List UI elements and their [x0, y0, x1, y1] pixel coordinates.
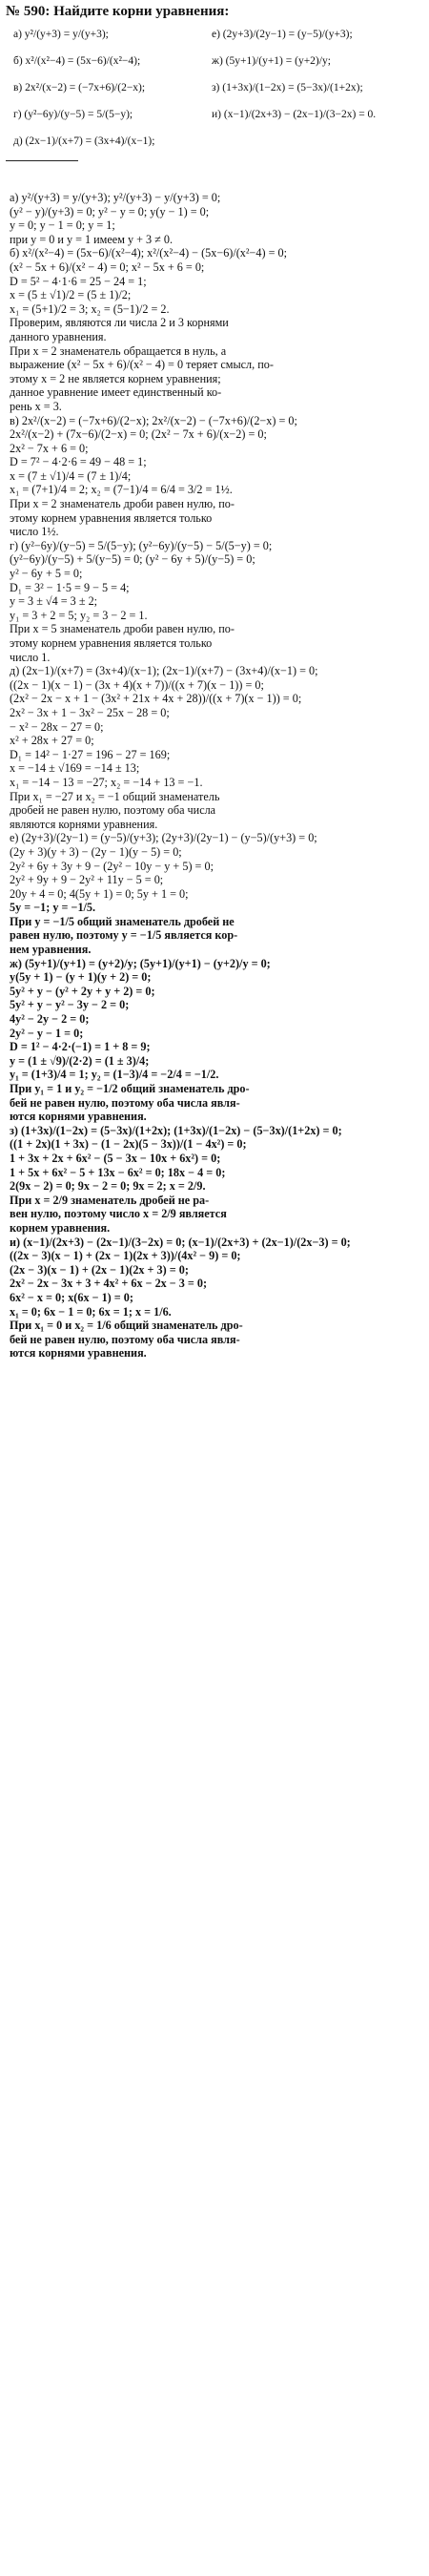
condition-d: д) (2x−1)/(x+7) = (3x+4)/(x−1);: [13, 135, 155, 147]
solution-line: ются корнями уравнения.: [10, 1346, 147, 1361]
solution-line: 2x² − 2x − 3x + 3 + 4x² + 6x − 2x − 3 = 0;: [10, 1277, 208, 1291]
solution-line: 2x² − 3x + 1 − 3x² − 25x − 28 = 0;: [10, 705, 170, 719]
condition-b: б) x²/(x²−4) = (5x−6)/(x²−4);: [13, 55, 141, 67]
solution-line: При x₁ = −27 и x₂ = −1 общий знаменатель: [10, 789, 220, 803]
solution-line: е) (2y+3)/(2y−1) = (y−5)/(y+3); (2y+3)/(2y−1) − (y−5)/(y+3) = 0;: [10, 831, 317, 845]
solution-line: Проверим, являются ли числа 2 и 3 корнями: [10, 316, 229, 330]
solution-line: 2y² − y − 1 = 0;: [10, 1026, 84, 1040]
solution-line: y = 0; y − 1 = 0; y = 1;: [10, 218, 115, 233]
solution-line: y(5y + 1) − (y + 1)(y + 2) = 0;: [10, 970, 152, 985]
solution-line: (y²−6y)/(y−5) + 5/(y−5) = 0; (y² − 6y + 5)/(y−5) = 0;: [10, 552, 255, 567]
solution-line: число 1½.: [10, 525, 59, 539]
solution-line: этому корнем уравнения является только: [10, 510, 213, 525]
solution-line: y = (1 ± √9)/(2·2) = (1 ± 3)/4;: [10, 1053, 150, 1068]
solution-line: 5y² + y − y² − 3y − 2 = 0;: [10, 998, 130, 1012]
solution-line: 1 + 3x + 2x + 6x² − (5 − 3x − 10x + 6x²) = 0;: [10, 1151, 221, 1165]
condition-g: г) (y²−6y)/(y−5) = 5/(5−y);: [13, 109, 133, 120]
solution-line: г) (y²−6y)/(y−5) = 5/(5−y); (y²−6y)/(y−5) − 5/(5−y) = 0;: [10, 538, 273, 552]
solution-line: D₁ = 3² − 1·5 = 9 − 5 = 4;: [10, 580, 130, 594]
solution-line: данного уравнения.: [10, 329, 107, 343]
solution-line: При y = −1/5 общий знаменатель дробей не: [10, 914, 235, 928]
condition-a: а) y²/(y+3) = y/(y+3);: [13, 29, 109, 40]
solution-line: 1 + 5x + 6x² − 5 + 13x − 6x² = 0; 18x − 4 = 0;: [10, 1165, 226, 1179]
solution-line: x = (5 ± √1)/2 = (5 ± 1)/2;: [10, 288, 132, 302]
solution-line: (x² − 5x + 6)/(x² − 4) = 0; x² − 5x + 6 = 0;: [10, 260, 205, 274]
solution-line: D = 1² − 4·2·(−1) = 1 + 8 = 9;: [10, 1040, 151, 1054]
solution-line: ((2x − 1)(x − 1) − (3x + 4)(x + 7))/((x + 7)(x − 1)) = 0;: [10, 677, 264, 692]
solution-line: 2(9x − 2) = 0; 9x − 2 = 0; 9x = 2; x = 2/9.: [10, 1179, 206, 1194]
solution-line: 6x² − x = 0; x(6x − 1) = 0;: [10, 1290, 133, 1304]
solution-line: (2x² − 2x − x + 1 − (3x² + 21x + 4x + 28))/((x + 7)(x − 1)) = 0;: [10, 692, 302, 706]
solution-line: бей не равен нулю, поэтому оба числа явля-: [10, 1332, 240, 1346]
solution-line: x = (7 ± √1)/4 = (7 ± 1)/4;: [10, 468, 132, 483]
solution-line: вен нулю, поэтому число x = 2/9 является: [10, 1207, 227, 1221]
solution-line: (y² − y)/(y+3) = 0; y² − y = 0; y(y − 1) = 0;: [10, 204, 210, 218]
solution-line: дробей не равен нулю, поэтому оба числа: [10, 803, 216, 818]
solution-line: D₁ = 14² − 1·27 = 196 − 27 = 169;: [10, 747, 171, 761]
solution-line: 20y + 4 = 0; 4(5y + 1) = 0; 5y + 1 = 0;: [10, 886, 189, 901]
solution-line: з) (1+3x)/(1−2x) = (5−3x)/(1+2x); (1+3x)/(1−2x) − (5−3x)/(1+2x) = 0;: [10, 1123, 342, 1137]
solution-line: При x₁ = 0 и x₂ = 1/6 общий знаменатель дро-: [10, 1319, 243, 1333]
solution-line: y = 3 ± √4 = 3 ± 2;: [10, 594, 98, 609]
condition-zh: ж) (5y+1)/(y+1) = (y+2)/y;: [212, 55, 331, 67]
solution-body: [10, 191, 421, 1361]
solution-line: число 1.: [10, 650, 51, 664]
exercise-header: № 590: Найдите корни уравнения:: [6, 4, 230, 19]
solution-line: x = −14 ± √169 = −14 ± 13;: [10, 761, 140, 776]
solution-line: При x = 2/9 знаменатель дробей не ра-: [10, 1193, 210, 1207]
solution-line: При x = 2 знаменатель обращается в нуль, а: [10, 343, 227, 358]
solution-line: ((1 + 2x)(1 + 3x) − (1 − 2x)(5 − 3x))/(1 − 4x²) = 0;: [10, 1137, 247, 1152]
solution-line: равен нулю, поэтому y = −1/5 является кор-: [10, 928, 238, 943]
solution-line: (2x − 3)(x − 1) + (2x − 1)(2x + 3) = 0;: [10, 1262, 189, 1277]
solution-line: б) x²/(x²−4) = (5x−6)/(x²−4); x²/(x²−4) − (5x−6)/(x²−4) = 0;: [10, 246, 288, 260]
solution-line: рень x = 3.: [10, 399, 62, 413]
solution-line: − x² − 28x − 27 = 0;: [10, 719, 104, 734]
solution-line: При x = 5 знаменатель дроби равен нулю, по-: [10, 622, 235, 636]
solution-line: корнем уравнения.: [10, 1220, 111, 1235]
solution-line: нем уравнения.: [10, 943, 92, 957]
condition-i: и) (x−1)/(2x+3) − (2x−1)/(3−2x) = 0.: [212, 109, 377, 120]
solution-line: д) (2x−1)/(x+7) = (3x+4)/(x−1); (2x−1)/(x+7) − (3x+4)/(x−1) = 0;: [10, 664, 318, 678]
solution-line: x² + 28x + 27 = 0;: [10, 734, 94, 748]
solution-line: 5y² + y − (y² + 2y + y + 2) = 0;: [10, 984, 155, 998]
solution-line: D = 5² − 4·1·6 = 25 − 24 = 1;: [10, 274, 147, 288]
condition-e: е) (2y+3)/(2y−1) = (y−5)/(y+3);: [212, 29, 353, 40]
separator-line: [6, 160, 78, 161]
solution-line: 4y² − 2y − 2 = 0;: [10, 1012, 90, 1027]
solution-line: y₁ = (1+3)/4 = 1; y₂ = (1−3)/4 = −2/4 = −1/2.: [10, 1068, 219, 1082]
solution-line: 5y = −1; y = −1/5.: [10, 901, 96, 915]
condition-z: з) (1+3x)/(1−2x) = (5−3x)/(1+2x);: [212, 82, 363, 93]
solution-line: x₁ = 0; 6x − 1 = 0; 6x = 1; x = 1/6.: [10, 1304, 172, 1319]
solution-line: 2y² + 6y + 3y + 9 − (2y² − 10y − y + 5) = 0;: [10, 859, 214, 873]
solution-line: ((2x − 3)(x − 1) + (2x − 1)(2x + 3))/(4x² − 9) = 0;: [10, 1249, 241, 1263]
solution-line: и) (x−1)/(2x+3) − (2x−1)/(3−2x) = 0; (x−1)/(2x+3) + (2x−1)/(2x−3) = 0;: [10, 1235, 351, 1249]
solution-line: этому x = 2 не является корнем уравнения;: [10, 371, 221, 385]
solution-line: y₁ = 3 + 2 = 5; y₂ = 3 − 2 = 1.: [10, 608, 148, 622]
solution-line: y² − 6y + 5 = 0;: [10, 567, 83, 581]
solution-line: 2x² − 7x + 6 = 0;: [10, 441, 89, 455]
solution-line: бей не равен нулю, поэтому оба числа явля-: [10, 1095, 240, 1110]
solution-line: этому корнем уравнения является только: [10, 636, 213, 650]
solution-line: а) y²/(y+3) = y/(y+3); y²/(y+3) − y/(y+3) = 0;: [10, 191, 221, 204]
solution-line: (2y + 3)(y + 3) − (2y − 1)(y − 5) = 0;: [10, 844, 182, 859]
solution-line: При x = 2 знаменатель дроби равен нулю, по-: [10, 497, 235, 511]
solution-line: x₁ = (7+1)/4 = 2; x₂ = (7−1)/4 = 6/4 = 3/2 = 1½.: [10, 483, 233, 497]
solution-line: ются корнями уравнения.: [10, 1110, 147, 1124]
solution-line: При y₁ = 1 и y₂ = −1/2 общий знаменатель дро-: [10, 1082, 250, 1095]
solution-line: данное уравнение имеет единственный ко-: [10, 385, 222, 400]
solution-line: x₁ = (5+1)/2 = 3; x₂ = (5−1)/2 = 2.: [10, 301, 170, 316]
solution-line: выражение (x² − 5x + 6)/(x² − 4) = 0 теряет смысл, по-: [10, 358, 274, 372]
solution-line: являются корнями уравнения.: [10, 817, 158, 831]
solution-line: 2x²/(x−2) + (7x−6)/(2−x) = 0; (2x² − 7x + 6)/(x−2) = 0;: [10, 427, 267, 442]
solution-line: D = 7² − 4·2·6 = 49 − 48 = 1;: [10, 455, 147, 469]
solution-line: в) 2x²/(x−2) = (−7x+6)/(2−x); 2x²/(x−2) − (−7x+6)/(2−x) = 0;: [10, 413, 297, 427]
solution-line: x₁ = −14 − 13 = −27; x₂ = −14 + 13 = −1.: [10, 775, 203, 789]
solution-line: ж) (5y+1)/(y+1) = (y+2)/y; (5y+1)/(y+1) − (y+2)/y = 0;: [10, 956, 271, 970]
solution-line: 2y² + 9y + 9 − 2y² + 11y − 5 = 0;: [10, 873, 164, 887]
solution-line: при y = 0 и y = 1 имеем y + 3 ≠ 0.: [10, 232, 174, 246]
condition-v: в) 2x²/(x−2) = (−7x+6)/(2−x);: [13, 82, 146, 93]
